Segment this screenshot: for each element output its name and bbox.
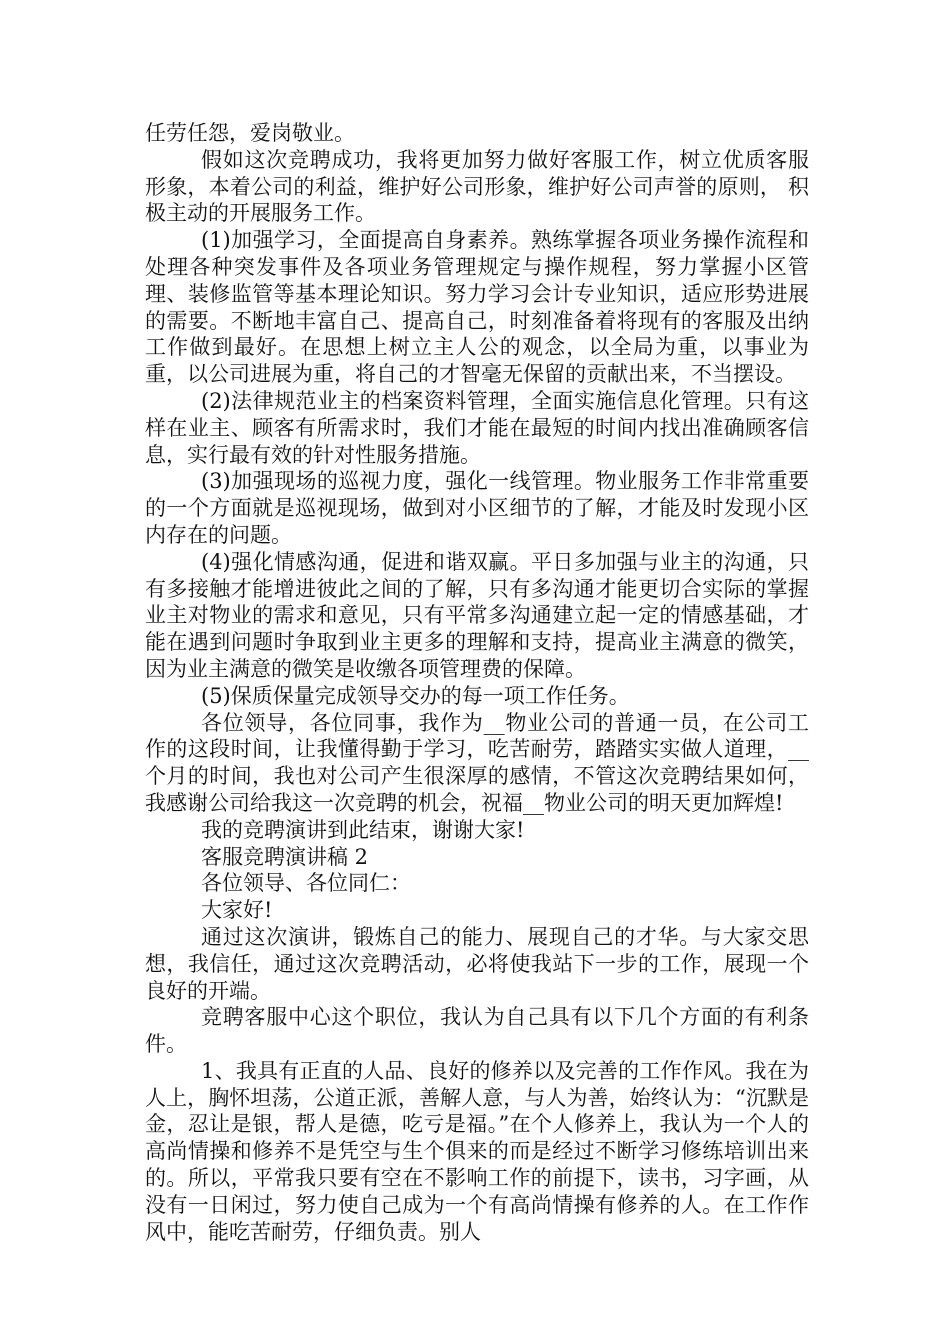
greeting: 大家好! [201,898,273,923]
paragraph-item-3: (3)加强现场的巡视力度，强化一线管理。物业服务工作非常重要的一个方面就是巡视现场，做到对小区细节的了解，才能及时发现小区内存在的问题。 [145,469,809,547]
paragraph-item-4: (4)强化情感沟通，促进和谐双赢。平日多加强与业主的沟通，只有多接触才能增进彼此之间的了解，只有多沟通才能更切合实际的掌握业主对物业的需求和意见，只有平常多沟通建立起一定的情感基础，才能在遇到问题时争取到业主更多的理解和支持，提高业主满意的微笑，因为业主满意的微笑是收缴各项管理费的保障。 [145,549,809,681]
salutation: 各位领导、各位同仁： [201,871,411,896]
paragraph-condition-1: 1、我具有正直的人品、良好的修养以及完善的工作作风。我在为人上，胸怀坦荡，公道正派，善解人意，与人为善，始终认为：“沉默是金，忍让是银，帮人是德，吃亏是福。”在个人修养上，我认为一个人的高尚情操和修养不是凭空与生个俱来的而是经过不断学习修练培训出来的。所以，平常我只要有空在不影响工作的前提下，读书，习字画，从没有一日闲过，努力使自己成为一个有高尚情操有修养的人。在工作作风中，能吃苦耐劳，仔细负责。别人 [145,1058,809,1244]
paragraph-item-1: (1)加强学习，全面提高自身素养。熟练掌握各项业务操作流程和处理各种突发事件及各项业务管理规定与操作规程，努力掌握小区管理、装修监管等基本理论知识。努力学习会计专业知识，适应形势进展的需要。不断地丰富自己、提高自己，时刻准备着将现有的客服及出纳工作做到最好。在思想上树立主人公的观念，以全局为重，以事业为重，以公司进展为重，将自己的才智毫无保留的贡献出来，不当摆设。 [145,228,809,387]
document-body [145,120,809,1245]
paragraph-commitment: 假如这次竞聘成功，我将更加努力做好客服工作，树立优质客服形象，本着公司的利益，维护好公司形象，维护好公司声誉的原则， 积极主动的开展服务工作。 [145,147,809,226]
paragraph-conditions: 竞聘客服中心这个职位，我认为自己具有以下几个方面的有利条件。 [145,1005,809,1057]
section-heading: 客服竞聘演讲稿 2 [201,844,369,869]
paragraph-closing-thanks: 各位领导，各位同事，我作为__物业公司的普通一员，在公司工作的这段时间，让我懂得勤于学习，吃苦耐劳，踏踏实实做人道理，__个月的时间，我也对公司产生很深厚的感情，不管这次竞聘结果如何，我感谢公司给我这一次竞聘的机会，祝福__物业公司的明天更加辉煌! [145,710,809,815]
paragraph-continuation: 任劳任怨，爱岗敬业。 [145,121,355,145]
paragraph-item-2: (2)法律规范业主的档案资料管理，全面实施信息化管理。只有这样在业主、顾客有所需求时，我们才能在最短的时间内找出准确顾客信息，实行最有效的针对性服务措施。 [145,388,809,467]
paragraph-intro: 通过这次演讲，锻炼自己的能力、展现自己的才华。与大家交思想，我信任，通过这次竞聘活动，必将使我站下一步的工作，展现一个良好的开端。 [145,924,809,1003]
paragraph-item-5: (5)保质保量完成领导交办的每一项工作任务。 [201,683,630,708]
paragraph-end-remark: 我的竞聘演讲到此结束，谢谢大家! [201,817,525,842]
